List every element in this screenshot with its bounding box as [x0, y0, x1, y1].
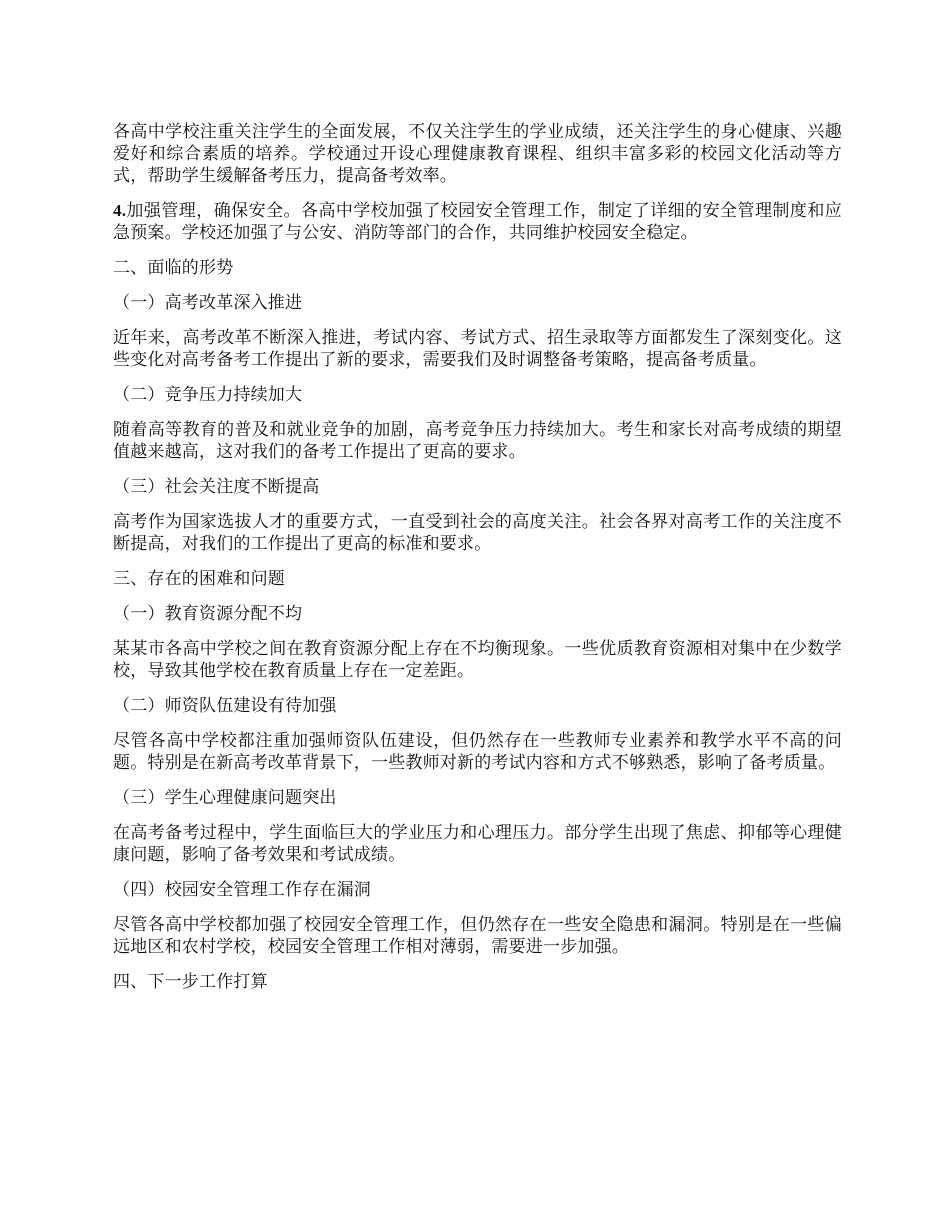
paragraph-management-safety [113, 200, 842, 244]
paragraph-mental-health: 在高考备考过程中，学生面临巨大的学业压力和心理压力。部分学生出现了焦虑、抑郁等心理健康问题，影响了备考效果和考试成绩。 [113, 823, 842, 865]
subheading-mental-health: （三）学生心理健康问题突出 [113, 788, 337, 808]
subheading-safety-gaps: （四）校园安全管理工作存在漏洞 [113, 880, 371, 900]
paragraph-competition: 随着高等教育的普及和就业竞争的加剧，高考竞争压力持续加大。考生和家长对高考成绩的期望值越来越高，这对我们的备考工作提出了更高的要求。 [113, 420, 842, 462]
subheading-attention: （三）社会关注度不断提高 [113, 477, 320, 497]
subheading-resources: （一）教育资源分配不均 [113, 604, 303, 624]
paragraph-reform: 近年来，高考改革不断深入推进，考试内容、考试方式、招生录取等方面都发生了深刻变化。这些变化对高考备考工作提出了新的要求，需要我们及时调整备考策略，提高备考质量。 [113, 328, 842, 370]
section-heading-next-steps: 四、下一步工作打算 [113, 972, 268, 992]
paragraph-holistic-development: 各高中学校注重关注学生的全面发展，不仅关注学生的学业成绩，还关注学生的身心健康、兴趣爱好和综合素质的培养。学校通过开设心理健康教育课程、组织丰富多彩的校园文化活动等方式，帮助学生缓解备考压力，提高备考效率。 [113, 122, 842, 186]
paragraph-text: 加强管理，确保安全。各高中学校加强了校园安全管理工作，制定了详细的安全管理制度和应急预案。学校还加强了与公安、消防等部门的合作，共同维护校园安全稳定。 [113, 201, 842, 243]
paragraph-attention: 高考作为国家选拔人才的重要方式，一直受到社会的高度关注。社会各界对高考工作的关注度不断提高，对我们的工作提出了更高的标准和要求。 [113, 512, 842, 554]
item-number: 4. [113, 201, 127, 220]
paragraph-teachers: 尽管各高中学校都注重加强师资队伍建设，但仍然存在一些教师专业素养和教学水平不高的问题。特别是在新高考改革背景下，一些教师对新的考试内容和方式不够熟悉，影响了备考质量。 [113, 731, 842, 773]
paragraph-safety-gaps: 尽管各高中学校都加强了校园安全管理工作，但仍然存在一些安全隐患和漏洞。特别是在一些偏远地区和农村学校，校园安全管理工作相对薄弱，需要进一步加强。 [113, 915, 842, 957]
section-heading-problems: 三、存在的困难和问题 [113, 569, 285, 589]
subheading-reform: （一）高考改革深入推进 [113, 293, 303, 313]
subheading-competition: （二）竞争压力持续加大 [113, 385, 303, 405]
section-heading-situation: 二、面临的形势 [113, 258, 234, 278]
subheading-teachers: （二）师资队伍建设有待加强 [113, 696, 337, 716]
paragraph-resources: 某某市各高中学校之间在教育资源分配上存在不均衡现象。一些优质教育资源相对集中在少数学校，导致其他学校在教育质量上存在一定差距。 [113, 639, 842, 681]
